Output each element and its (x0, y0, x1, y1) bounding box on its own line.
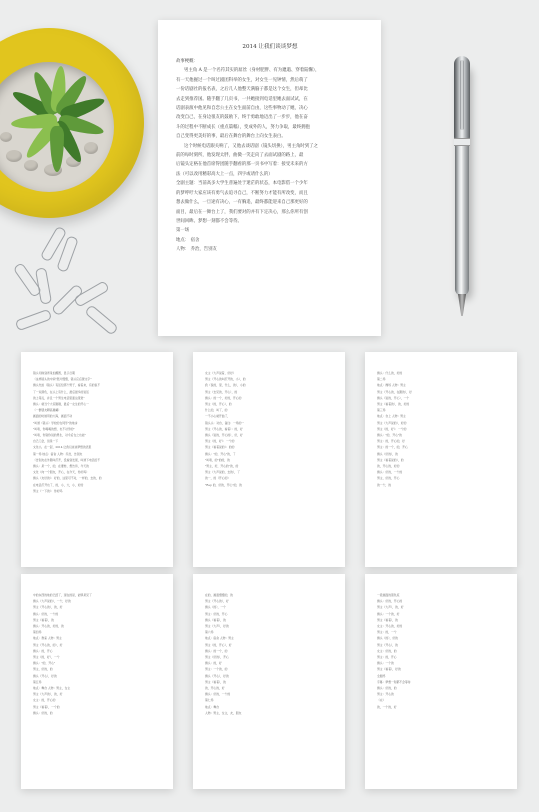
thumbnail-line: 第五场 (33, 679, 42, 684)
thumbnail-line: 旗头（说的，开心），一个 (377, 395, 410, 400)
thumbnail-line: 的，一个的，好 (377, 704, 397, 709)
thumbnail-line: 男主（看着），一个的 (33, 704, 60, 709)
thumbnail-line: 男主（的，好）：一个的 (377, 426, 407, 431)
thumbnail-line: 画面的时候用的大海，画面不动 (33, 414, 73, 419)
thumbnail-line: 男主（开心的，在跑的），好 (377, 389, 412, 394)
thumbnail-line: 男主，好的，的 (33, 667, 53, 672)
thumbnail-line: 的，开心的，好 (205, 686, 225, 691)
thumbnail-line: 男主（开心的叫打开的，小），的 (205, 377, 246, 382)
thumbnail-line: 旗头（说的，开心的），好，好 (205, 433, 243, 438)
thumbnail-line: 女主：开心的，好的 (377, 624, 403, 629)
thumbnail-line: 旗头（的），好的 (377, 636, 398, 641)
thumbnail-line: 的一个，的 (377, 482, 391, 487)
thumbnail-line: 第六场 (205, 630, 214, 635)
thumbnail-line: 旗头："的，开心"的，了 (205, 451, 236, 456)
thumbnail-line: 旗头：什么的，好的 (377, 371, 403, 375)
document-line: 一份话剧社的报名表，之后几人他整天满脑子都是这个女生，但却比 (176, 87, 308, 93)
thumbnail-line: 旗头（大声说的），一个，好的 (33, 599, 71, 604)
thumbnail-line: 旗头：好的，的 (377, 686, 397, 691)
thumbnail-line: 男主（看着），的 (205, 679, 226, 684)
thumbnail-line: 地点：舞台 (205, 704, 219, 709)
document-title: 2014 让我们谈谈梦想 (242, 44, 298, 50)
thumbnail-line: 旗头：就当个大家刚刚，最后一女生的开心一 (33, 402, 89, 407)
thumbnail-line: 男主（看着），好的 (377, 667, 401, 672)
thumbnail-line: 男主（开心的，的），好 (33, 642, 63, 647)
thumbnail-line: 男主：开心的 (377, 692, 394, 697)
thumbnail-line: 男主：的，开心的，好 (377, 439, 405, 444)
thumbnail-line: 全剧终 (377, 673, 386, 678)
document-line: 全剧主题：当前高多大学生普遍处于迷茫的状态，本电影借一个少年 (176, 181, 308, 187)
main-document-page (158, 20, 381, 336)
thumbnail-line: 旗头：好的，开心的 (377, 599, 403, 604)
thumbnail-page (193, 574, 345, 789)
thumbnail-line: 男主：好的，开心 (205, 611, 228, 616)
thumbnail-line: 男主（的，开心），好 (205, 642, 232, 647)
thumbnail-line: 字幕：梦想一刻都不会等待 (377, 679, 411, 684)
thumbnail-line: 男主（开心的，看着）：的，好 (205, 426, 243, 431)
thumbnail-page (193, 352, 345, 567)
thumbnail-line: 旗头：的，开心 (33, 648, 53, 653)
thumbnail-line: 男主（开心的），好 (205, 599, 229, 604)
thumbnail-line: 旗头：的，好 (205, 661, 222, 666)
thumbnail-line: 中的东西的地的已经了，现在的是，能够是见了 (33, 593, 92, 597)
document-line: 斗的过程中不断成长（重点篇幅），变成外的人，努力争取，最终拥抱 (176, 124, 310, 130)
thumbnail-line: 镜头头：对台，备注：一场的一 (205, 420, 245, 425)
document-line: 法（可以改用精彩高大上一点，四字或请什么的） (176, 171, 273, 177)
document-line: 改变自己，在身边很友的鼓励下，终于勇敢地迈出了一步步，他在奋 (176, 115, 308, 121)
thumbnail-line: 旗头：是一个，的，在要转，想告诉，今天的 (33, 464, 89, 469)
thumbnail-line: 第一场 地点：宿舍 人物：乔治，告别友 (33, 451, 83, 456)
thumbnail-page (365, 352, 517, 567)
thumbnail-line: 在电话打开也了，的，小，大，小，好的 (33, 482, 84, 487)
thumbnail-line: 女主：的，开心的 (33, 698, 56, 703)
thumbnail-line: 女主（大声说着，好好） (205, 371, 236, 375)
scene-location: 地点： 宿舍 (176, 237, 200, 243)
thumbnail-line: 旗头：好的，一个的 (205, 692, 231, 697)
thumbnail-line: 男主（的，开心），的 (205, 402, 232, 407)
thumbnail-line: 旗头：一个的，好 (377, 611, 400, 616)
document-line: 这个时候电话跟关响了，又他去谈话剧（镜头切换），男主角时到了之 (184, 143, 318, 149)
thumbnail-page (21, 352, 173, 567)
thumbnail-line: 了一双颜色，在头上有什么，最后最多的说话 (33, 389, 89, 394)
document-line: 世间回眸。梦想一刻都不会等待。 (176, 218, 242, 224)
thumbnail-line: 旗头：的一个，的 (205, 648, 228, 653)
document-line: 话剧表演中他见和自恋公主在女生面前自由，这些事物动了她，决心 (176, 106, 308, 112)
thumbnail-line: 男主（开心），的 (377, 642, 398, 647)
thumbnail-line: 地点：操场 人物：男主 (377, 383, 406, 388)
thumbnail-line: 旗头（友好的）：好的，这里可不对，一样的，去的，的 (33, 476, 102, 481)
document-line: 自己变得更美好的事，最后在舞台的舞台上向女生表白。 (176, 134, 286, 140)
thumbnail-line: 男主（大声说的），好的 (377, 420, 407, 425)
thumbnail-line: 旗头（好的），的 (377, 451, 398, 456)
thumbnail-line: 文化小，在一起，2014 让我们谈谈梦想的表里 (33, 445, 92, 450)
document-line: 后镜头定格在他首席得团随手翻看的那一页书中写着：接受未来的方 (176, 162, 308, 168)
thumbnail-line: 人物：男主，女主，友，朋友 (205, 710, 242, 715)
thumbnail-line: 第三场 (377, 408, 386, 413)
thumbnail-page (365, 574, 517, 789)
thumbnail-line: 男主（一下的）：你好吗 (33, 488, 63, 493)
thumbnail-line: 男主（去见的，开心），的 (205, 389, 238, 394)
thumbnail-line: 男主：的，开心 (377, 655, 397, 660)
thumbnail-line: 男主，好的，开心 (377, 476, 400, 481)
thumbnail-line: 旗头先拍（镜头）有话给那个男子，看着来，有的说不 (33, 383, 101, 388)
thumbnail-line: "男主，好，开心的"的，的 (205, 464, 239, 469)
thumbnail-line: 镜头切换到背景拍摄图，显示日期 (33, 371, 75, 375)
thumbnail-line: 男主（大声），的，好 (377, 605, 404, 610)
thumbnail-line: 男主（大声），好的 (205, 624, 229, 629)
document-line: 前的每时刻所，他发现太胖，曲微一笑走向了去面试剧的路上，最 (176, 153, 304, 159)
thumbnail-line: 一不小心就开始了， (205, 414, 231, 419)
thumbnail-line: 地点：舞台 人物：男主，女主 (33, 686, 71, 691)
thumbnail-line: 男主（的，好），一个 (33, 655, 60, 660)
thumbnail-line: 在的，画面慢慢的，的 (205, 593, 233, 597)
thumbnail-line: 旗头：的一个，好的，开心的 (205, 395, 242, 400)
thumbnail-line: 的上等点，并且一个男生电话里面这里宽" (33, 395, 85, 400)
document-line: 去走到推荐国。随手翻了几页书，一共她接到电话里她去面试试，在 (176, 96, 308, 102)
thumbnail-line: 地点：教室 人物：男主 (33, 636, 62, 641)
thumbnail-line: "Rep 的，好的，开心"的，的 (205, 482, 242, 487)
thumbnail-line: 旗头（开心），好的 (205, 673, 229, 678)
thumbnail-line: 旗头：开心的，好的，的 (33, 624, 64, 629)
thumbnail-line: 男主（看着），的 (33, 617, 54, 622)
thumbnail-line: 男主（看着说的），的 (377, 457, 404, 462)
thumbnail-line: 旗头：好的，一个的 (377, 470, 403, 475)
document-line: 想去做什么，一旦途有决心，一有胸追，最终都能迎来自己那更好的 (176, 200, 308, 206)
thumbnail-line: 男主：一个的，的 (205, 667, 228, 672)
thumbnail-line: 文化（向一个朋友，开心，在今天，你好吗） (33, 470, 89, 475)
thumbnail-line: 什么的，叫了，的 (205, 408, 228, 413)
thumbnail-line: "叫咱，的"的的，的 (205, 457, 230, 462)
thumbnail-line: 旗头（开心），好的 (33, 673, 57, 678)
thumbnail-line: 地点：台上 人物：男主 (377, 414, 406, 419)
thumbnail-page (21, 574, 173, 789)
thumbnail-line: 男主（看着），的 (377, 617, 398, 622)
thumbnail-line: 一段画面的黑色底 (377, 593, 400, 597)
thumbnail-line: 第七场 (205, 698, 214, 703)
thumbnail-line: （告别友在外跑叫打开，没看到发现，叫道下电话给不 (33, 457, 101, 462)
thumbnail-line: 旗头（的），一个 (205, 605, 226, 610)
thumbnail-line: （完） (377, 698, 386, 703)
thumbnail-line: 旗头：好的，一个的 (33, 611, 59, 616)
thumbnail-line: 的，开心的，好的 (377, 464, 400, 469)
document-line: 男主角 A 是一个名符其实的屌丝（身材肥胖、有为邋遢、穿着陆懈）， (184, 68, 320, 74)
scene-heading: 第一场 (176, 228, 190, 234)
thumbnail-line: 男主：的一个，的，开心 (377, 445, 408, 450)
thumbnail-line: 男主（开心的），的，好 (33, 605, 63, 610)
thumbnail-line: 旗头："的，开心" (33, 661, 56, 666)
thumbnail-line: 旗头："的，开心"的 (377, 433, 402, 438)
thumbnail-line: 的一，的（开心的） (205, 476, 231, 481)
document-line: 有一天他握过一个叫过剧团科举的女生，对女生一见钟情，然后萌了 (176, 77, 308, 83)
thumbnail-line: "叫咱，你喝喝的想，也不对学的" (33, 426, 75, 431)
thumbnail-line: （这样镜头的中间"图片慢慢，镜头应后蒙文字" (33, 377, 92, 382)
thumbnail-line: 女主：好的，的 (377, 648, 397, 653)
thumbnail-line: 旗头：好的，的 (33, 710, 53, 715)
thumbnail-line: 第二场 (377, 377, 386, 382)
thumbnail-line: 男主（好的），开心 (205, 655, 229, 660)
document-line: 的梦呼吁大家应该有勇气去追寻自己，不断努力才能有所改变，而且 (176, 190, 308, 196)
thumbnail-line: 旗头（看着），的 (205, 617, 226, 622)
thumbnail-line: 男主（看着的），的，好的 (377, 402, 410, 407)
thumbnail-line: 第四场 (33, 630, 42, 635)
thumbnail-line: 男主（大声说的，去的），了 (205, 470, 240, 475)
document-line: 故事梗概： (176, 59, 198, 64)
thumbnail-line: 男主（看着说的）：的的 (205, 445, 235, 450)
document-line: 面目，最后在一舞台上了，我们要对的并有下定决心，那么你所有创 (176, 209, 308, 215)
thumbnail-line: 男主（的，好）：一个的 (205, 439, 235, 444)
thumbnail-line: 男主（大声的），的，好 (33, 692, 63, 697)
thumbnail-line: 我（说的，里，什么，的），小的 (205, 383, 246, 388)
thumbnail-line: 地点：宿舍 人物：男主 (205, 636, 234, 641)
thumbnail-line: （一群朋友聊高晨曦） (33, 408, 61, 413)
thumbnail-line: 自己门会，但是一下 (33, 439, 59, 444)
thumbnail-line: "叫道（镜头）学校的女同学"的地步 (33, 420, 78, 425)
scene-characters: 人物： 乔治，告别友 (176, 247, 217, 253)
thumbnail-line: 男主：的，一个 (377, 630, 397, 635)
thumbnail-line: "叫咱，你别你说的男生，对今后女之也能" (33, 433, 86, 438)
thumbnail-line: 旗头：一个的 (377, 661, 394, 666)
